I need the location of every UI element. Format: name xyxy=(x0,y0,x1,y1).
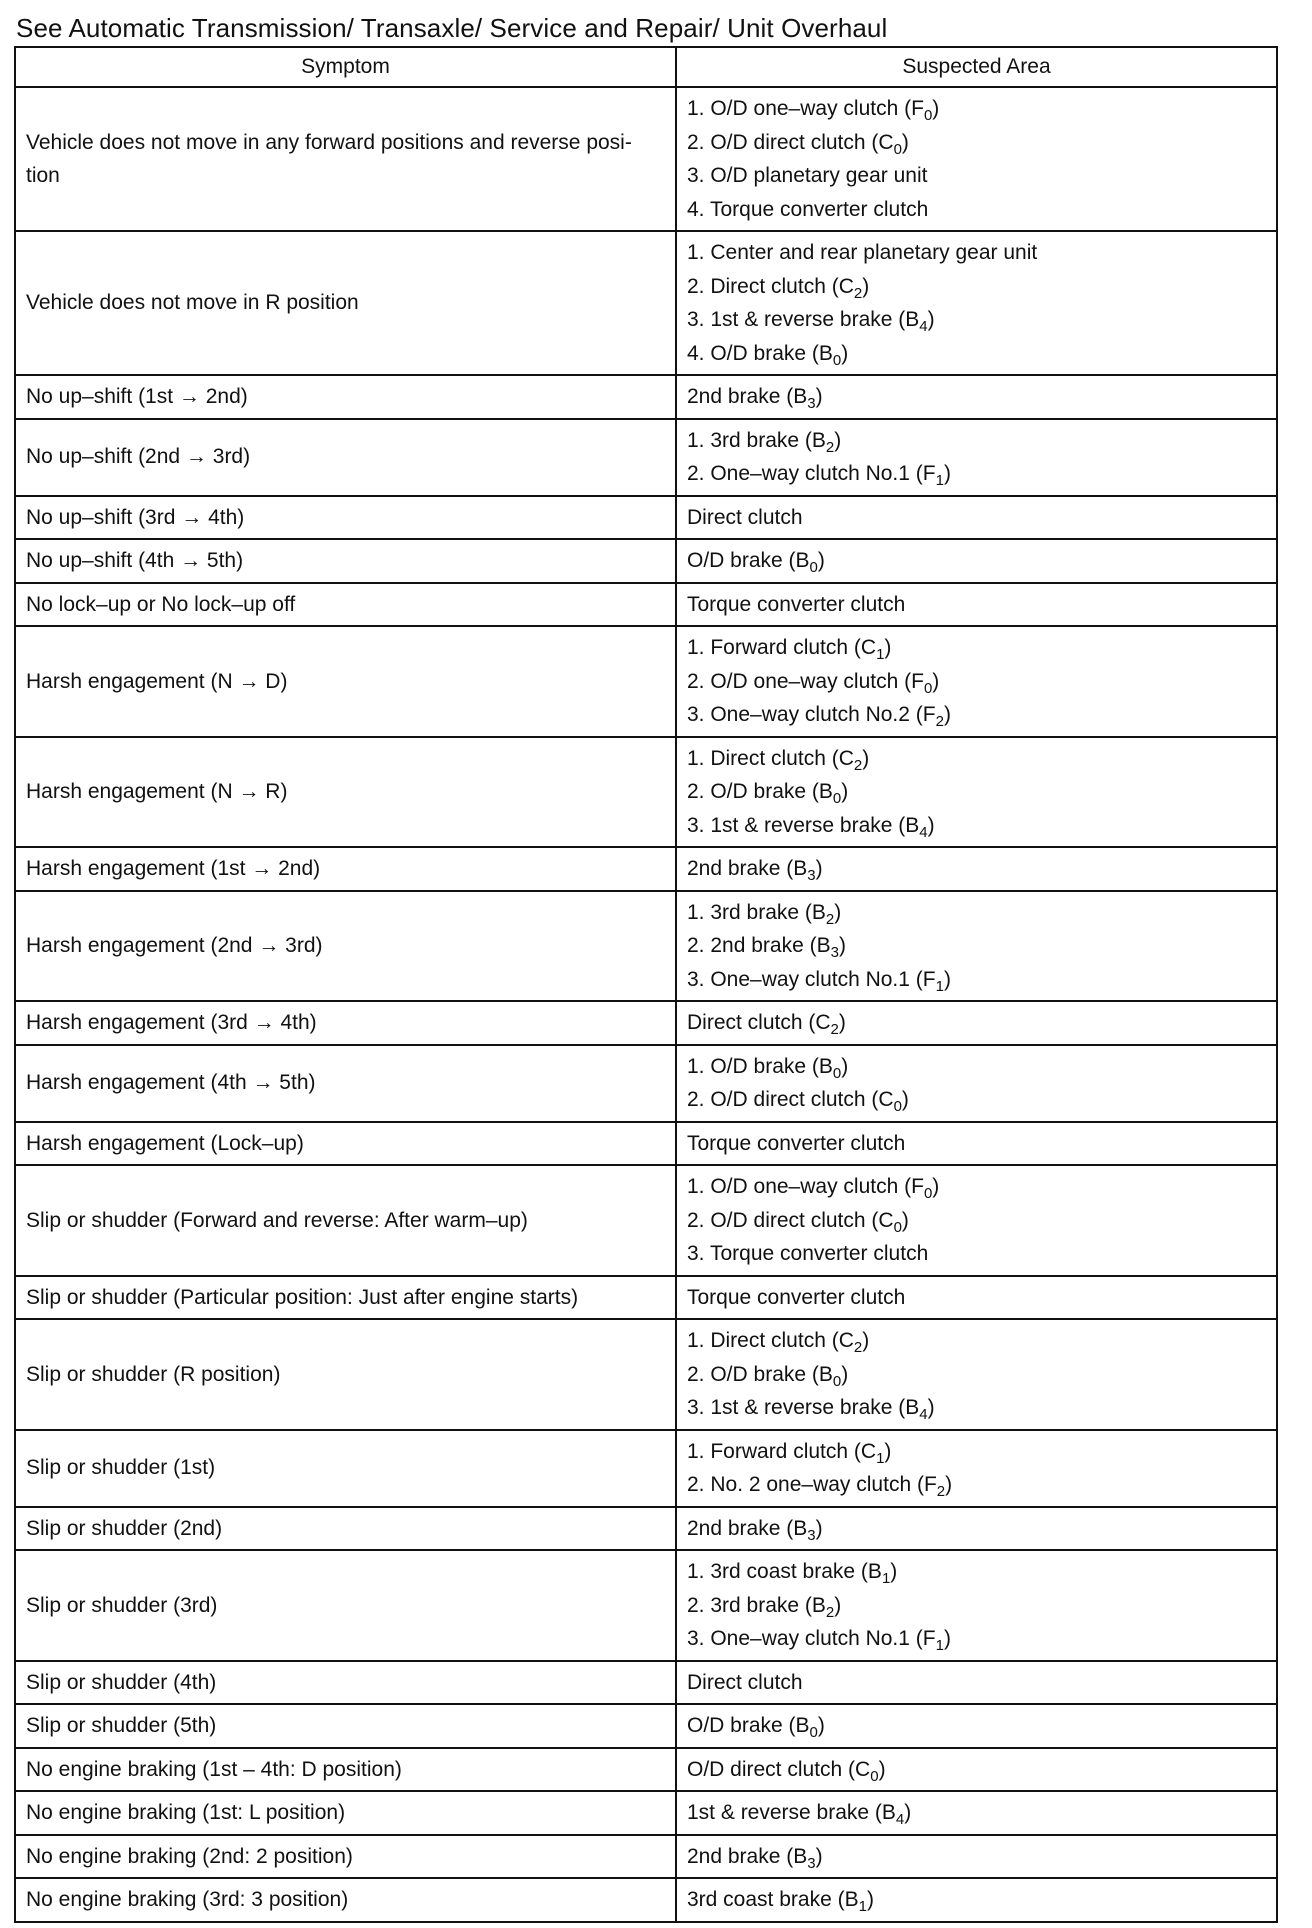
suspected-area-cell xyxy=(676,1748,1277,1792)
column-header-symptom: Symptom xyxy=(15,47,676,87)
suspected-area-item: 2. O/D brake $(B_0)$ xyxy=(687,780,849,807)
suspected-area-item: 3. 1st & reverse brake $(B_4)$ xyxy=(687,308,935,335)
suspected-area-cell xyxy=(676,1661,1277,1705)
symptom-cell: No up–shift (2nd → 3rd) xyxy=(15,419,676,496)
suspected-area-item: 1st & reverse brake $(B_4)$ xyxy=(687,1801,912,1828)
table-row xyxy=(15,891,1277,1002)
suspected-area-item: 1. Center and rear planetary gear unit xyxy=(687,241,1038,264)
table-row xyxy=(15,626,1277,737)
suspected-area-item: 3. 1st & reverse brake $(B_4)$ xyxy=(687,813,935,841)
table-row xyxy=(15,1319,1277,1430)
suspected-area-cell xyxy=(676,583,1277,627)
table-row xyxy=(15,1661,1277,1705)
table-row xyxy=(15,87,1277,231)
table-row xyxy=(15,1704,1277,1748)
suspected-area-item: 3. One–way clutch No.1 $(F_1)$ xyxy=(687,967,951,995)
suspected-area-item: 1. O/D one–way clutch $(F_0)$ xyxy=(687,97,940,124)
suspected-area-cell xyxy=(676,539,1277,583)
table-row xyxy=(15,737,1277,848)
table-row xyxy=(15,496,1277,540)
suspected-area-item: 2. 3rd brake $(B_2)$ xyxy=(687,1593,842,1621)
suspected-area-cell xyxy=(676,496,1277,540)
symptom-cell: No up–shift (1st → 2nd) xyxy=(15,375,676,419)
suspected-area-item: 2. O/D direct clutch $(C_0)$ xyxy=(687,130,909,158)
table-row xyxy=(15,231,1277,375)
suspected-area-cell xyxy=(676,1430,1277,1507)
suspected-area-item: Direct clutch xyxy=(687,505,803,529)
suspected-area-cell xyxy=(676,626,1277,737)
suspected-area-item: 3. Torque converter clutch xyxy=(687,1242,929,1265)
suspected-area-item: 2. O/D brake $(B_0)$ xyxy=(687,1362,849,1390)
symptom-cell: No engine braking (3rd: 3 position) xyxy=(15,1878,676,1922)
suspected-area-item: 1. 3rd brake $(B_2)$ xyxy=(687,428,842,456)
suspected-area-item: 2nd brake $(B_3)$ xyxy=(687,1844,823,1872)
suspected-area-item: Direct clutch xyxy=(687,1670,803,1694)
suspected-area-item: 1. O/D one–way clutch $(F_0)$ xyxy=(687,1175,940,1202)
suspected-area-item: Torque converter clutch xyxy=(687,1285,906,1309)
table-row xyxy=(15,1001,1277,1045)
symptom-cell: Harsh engagement (3rd → 4th) xyxy=(15,1001,676,1045)
suspected-area-item: 3rd coast brake $(B_1)$ xyxy=(687,1888,874,1915)
suspected-area-item: 4. Torque converter clutch xyxy=(687,197,929,221)
table-row xyxy=(15,1878,1277,1922)
suspected-area-cell xyxy=(676,419,1277,496)
table-body xyxy=(15,87,1277,1922)
suspected-area-item: O/D brake $(B_0)$ xyxy=(687,1714,825,1741)
symptom-cell: Slip or shudder (3rd) xyxy=(15,1550,676,1661)
symptom-cell: Slip or shudder (Particular position: Just after engine starts) xyxy=(15,1276,676,1320)
suspected-area-cell xyxy=(676,1878,1277,1922)
table-row xyxy=(15,539,1277,583)
table-row xyxy=(15,847,1277,891)
symptom-cell: Vehicle does not move in R position xyxy=(15,231,676,375)
table-row xyxy=(15,1550,1277,1661)
suspected-area-item: 1. Direct clutch $(C_2)$ xyxy=(687,746,870,774)
symptom-cell: Harsh engagement (Lock–up) xyxy=(15,1122,676,1166)
suspected-area-cell xyxy=(676,1276,1277,1320)
symptom-cell: Slip or shudder (R position) xyxy=(15,1319,676,1430)
symptom-cell: Slip or shudder (Forward and reverse: After warm–up) xyxy=(15,1165,676,1276)
suspected-area-cell xyxy=(676,1507,1277,1551)
symptom-cell: Harsh engagement (4th → 5th) xyxy=(15,1045,676,1122)
suspected-area-item: 2. Direct clutch $(C_2)$ xyxy=(687,274,870,302)
suspected-area-cell xyxy=(676,1122,1277,1166)
table-row xyxy=(15,1045,1277,1122)
suspected-area-cell xyxy=(676,1045,1277,1122)
table-row xyxy=(15,375,1277,419)
table-row xyxy=(15,1791,1277,1835)
symptom-cell: No up–shift (3rd → 4th) xyxy=(15,496,676,540)
suspected-area-item: 4. O/D brake $(B_0)$ xyxy=(687,341,849,369)
symptom-cell: Harsh engagement (N → R) xyxy=(15,737,676,848)
suspected-area-item: Direct clutch $(C_2)$ xyxy=(687,1011,846,1038)
symptom-cell: Vehicle does not move in any forward positions and reverse posi- tion xyxy=(15,87,676,231)
suspected-area-item: 2. One–way clutch No.1 $(F_1)$ xyxy=(687,462,951,489)
suspected-area-cell xyxy=(676,1319,1277,1430)
suspected-area-item: 1. 3rd brake $(B_2)$ xyxy=(687,900,842,928)
suspected-area-item: O/D direct clutch $(C_0)$ xyxy=(687,1757,886,1785)
table-row xyxy=(15,1276,1277,1320)
suspected-area-cell xyxy=(676,737,1277,848)
suspected-area-item: Torque converter clutch xyxy=(687,1131,906,1155)
suspected-area-item: Torque converter clutch xyxy=(687,592,906,616)
table-row xyxy=(15,1835,1277,1879)
table-row xyxy=(15,419,1277,496)
symptom-cell: No up–shift (4th → 5th) xyxy=(15,539,676,583)
suspected-area-cell xyxy=(676,1165,1277,1276)
symptom-cell: Harsh engagement (1st → 2nd) xyxy=(15,847,676,891)
suspected-area-item: 1. Forward clutch $(C_1)$ xyxy=(687,636,892,663)
suspected-area-cell xyxy=(676,1001,1277,1045)
suspected-area-item: 1. 3rd coast brake $(B_1)$ xyxy=(687,1560,898,1587)
symptom-cell: Slip or shudder (2nd) xyxy=(15,1507,676,1551)
symptom-cell: Harsh engagement (N → D) xyxy=(15,626,676,737)
suspected-area-cell xyxy=(676,1704,1277,1748)
suspected-area-cell xyxy=(676,87,1277,231)
suspected-area-item: 2. O/D one–way clutch $(F_0)$ xyxy=(687,669,940,697)
symptom-cell: Slip or shudder (4th) xyxy=(15,1661,676,1705)
table-row xyxy=(15,1165,1277,1276)
symptom-cell: Slip or shudder (1st) xyxy=(15,1430,676,1507)
table-header-row xyxy=(15,47,1277,87)
suspected-area-item: 2nd brake $(B_3)$ xyxy=(687,1516,823,1544)
symptom-cell: No engine braking (2nd: 2 position) xyxy=(15,1835,676,1879)
suspected-area-cell xyxy=(676,375,1277,419)
symptom-cell: No engine braking (1st – 4th: D position) xyxy=(15,1748,676,1792)
table-row xyxy=(15,583,1277,627)
suspected-area-item: 2. No. 2 one–way clutch $(F_2)$ xyxy=(687,1473,953,1500)
suspected-area-cell xyxy=(676,891,1277,1002)
table-row xyxy=(15,1507,1277,1551)
suspected-area-cell xyxy=(676,231,1277,375)
suspected-area-item: 1. Forward clutch $(C_1)$ xyxy=(687,1439,892,1467)
symptom-cell: No engine braking (1st: L position) xyxy=(15,1791,676,1835)
symptom-cell: No lock–up or No lock–up off xyxy=(15,583,676,627)
column-header-suspected-area: Suspected Area xyxy=(676,47,1277,87)
symptom-cell: Slip or shudder (5th) xyxy=(15,1704,676,1748)
suspected-area-item: O/D brake $(B_0)$ xyxy=(687,549,825,576)
symptom-cell: Harsh engagement (2nd → 3rd) xyxy=(15,891,676,1002)
suspected-area-item: 1. O/D brake $(B_0)$ xyxy=(687,1054,849,1082)
suspected-area-item: 3. One–way clutch No.1 $(F_1)$ xyxy=(687,1627,951,1654)
suspected-area-item: 3. 1st & reverse brake $(B_4)$ xyxy=(687,1396,935,1423)
suspected-area-item: 3. One–way clutch No.2 $(F_2)$ xyxy=(687,703,951,730)
suspected-area-item: 1. Direct clutch $(C_2)$ xyxy=(687,1329,870,1356)
suspected-area-cell xyxy=(676,1791,1277,1835)
table-row xyxy=(15,1430,1277,1507)
suspected-area-item: 3. O/D planetary gear unit xyxy=(687,164,928,187)
diagnosis-table xyxy=(14,46,1278,1923)
suspected-area-item: 2. O/D direct clutch $(C_0)$ xyxy=(687,1088,909,1115)
suspected-area-item: 2. 2nd brake $(B_3)$ xyxy=(687,934,846,961)
suspected-area-item: 2nd brake $(B_3)$ xyxy=(687,385,823,412)
suspected-area-item: 2. O/D direct clutch $(C_0)$ xyxy=(687,1208,909,1236)
document-heading: See Automatic Transmission/ Transaxle/ Service and Repair/ Unit Overhaul xyxy=(16,13,888,43)
suspected-area-cell xyxy=(676,847,1277,891)
suspected-area-item: 2nd brake $(B_3)$ xyxy=(687,857,823,884)
suspected-area-cell xyxy=(676,1835,1277,1879)
table-row xyxy=(15,1748,1277,1792)
table-row xyxy=(15,1122,1277,1166)
suspected-area-cell xyxy=(676,1550,1277,1661)
